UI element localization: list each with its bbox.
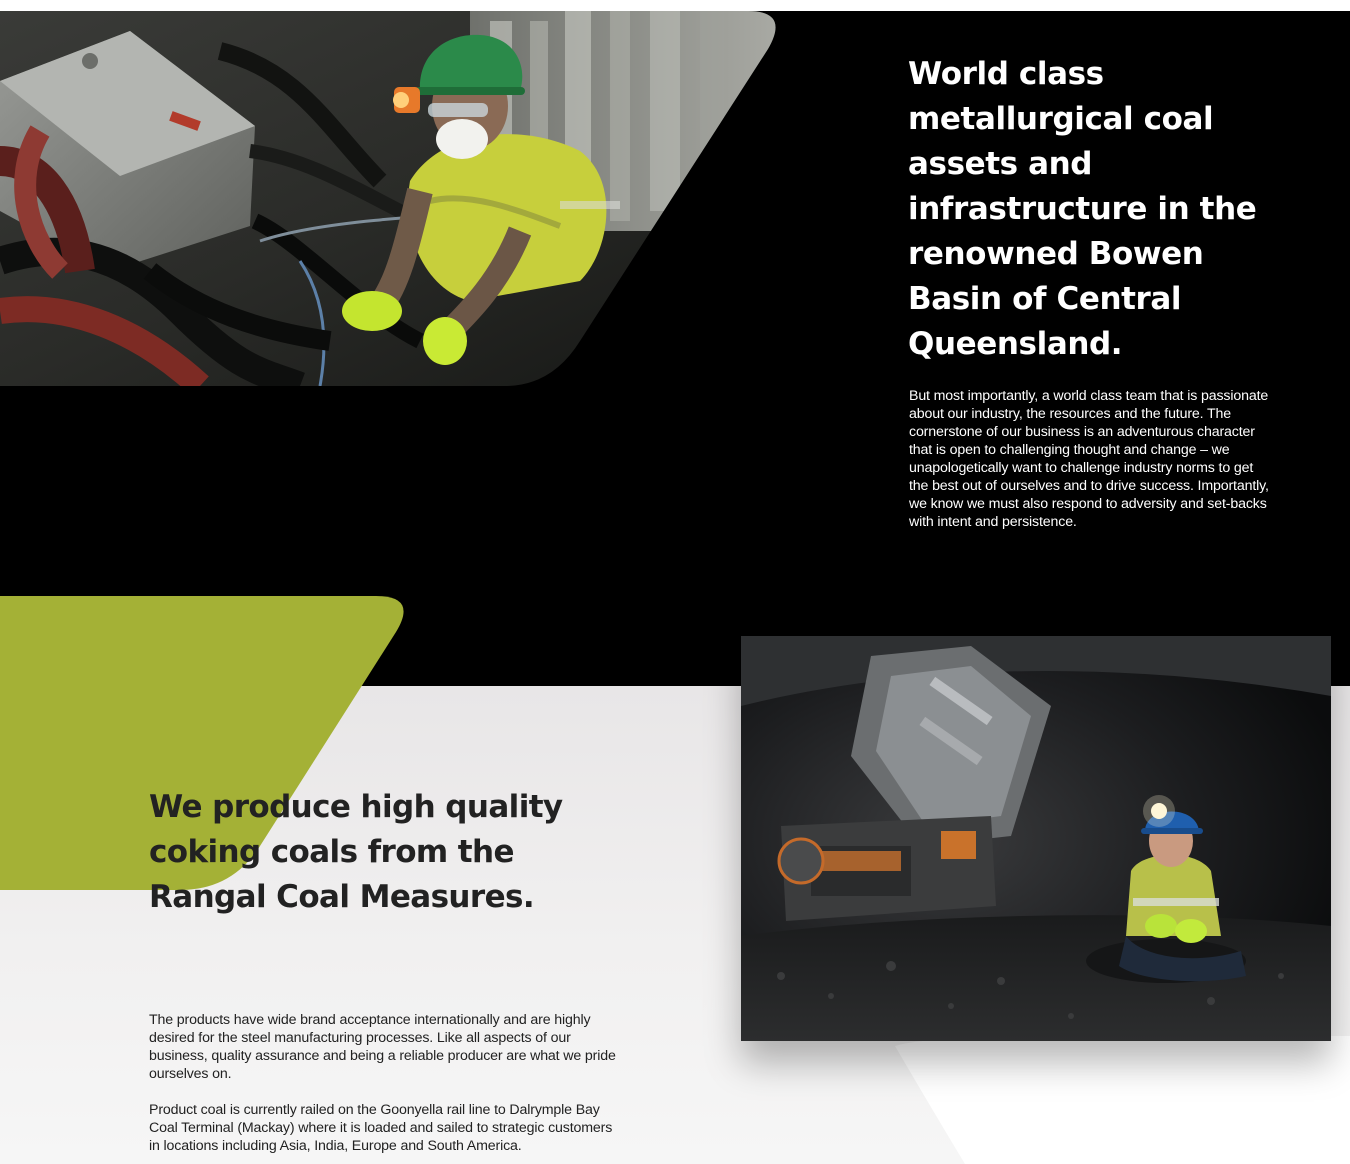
miner-working-photo — [0, 11, 780, 386]
intro-body: But most importantly, a world class team that is passionate about our industry, the resources and the future. The cornerstone of our business is an adventurous character that is open to challenging thought and change – we unapologetically want to challenge industry norms to get the best out of ourselves and to drive success. Importantly, we know we must also respond to adversity and set-backs with intent and persistence. — [909, 388, 1269, 530]
products-heading: We produce high quality coking coals from the Rangal Coal Measures. — [149, 789, 563, 915]
products-paragraph-2: Product coal is currently railed on the Goonyella rail line to Dalrymple Bay Coal Terminal (Mackay) where it is loaded and sailed to strategic customers in locations including Asia, India, Europe and South America. — [149, 1102, 613, 1154]
mine-photo-content — [741, 636, 1331, 1041]
products-paragraph-1: The products have wide brand acceptance internationally and are highly desired for the steel manufacturing processes. Like all aspects of our business, quality assurance and being a reliable producer are what we pride ourselves on. — [149, 1012, 616, 1082]
intro-heading: World class metallurgical coal assets and infrastructure in the renowned Bowen Basin of Central Queensland. — [908, 56, 1257, 362]
underground-miner-photo — [741, 636, 1331, 1041]
miner-photo-content — [0, 11, 780, 386]
top-border-strip — [0, 0, 1350, 11]
